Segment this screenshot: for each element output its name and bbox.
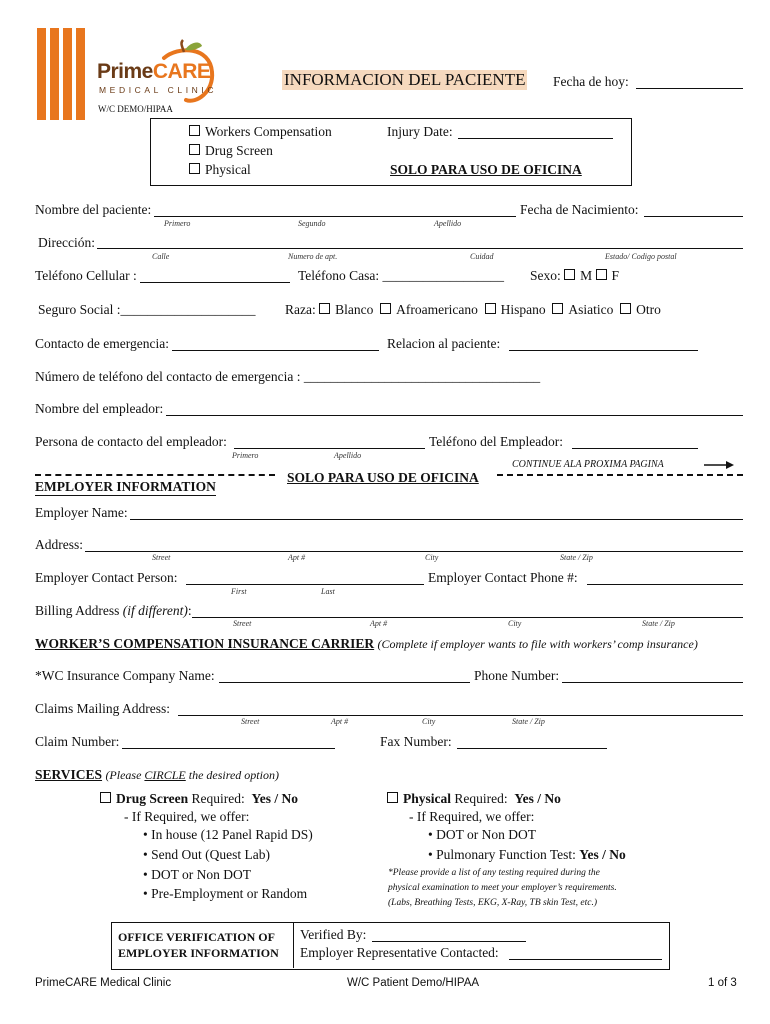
hint-first: Primero xyxy=(164,219,191,228)
emergency-label: Contacto de emergencia: xyxy=(35,336,169,351)
date-field[interactable] xyxy=(636,88,743,89)
hint-city: Cuidad xyxy=(470,252,494,261)
checkbox[interactable] xyxy=(380,303,391,314)
ssn-field: Seguro Social :____________________ xyxy=(38,302,256,317)
checkbox[interactable] xyxy=(319,303,330,314)
rep-field[interactable] xyxy=(509,959,662,960)
hint-state-zip: State / Zip xyxy=(642,619,675,628)
hint-state-zip: State / Zip xyxy=(560,553,593,562)
option-workers-comp[interactable]: Workers Compensation xyxy=(189,124,332,140)
patient-name-field[interactable] xyxy=(154,216,516,217)
drug-item: • DOT or Non DOT xyxy=(143,867,251,882)
hint-city: City xyxy=(508,619,522,628)
checkbox[interactable] xyxy=(387,792,398,803)
wc-phone-field[interactable] xyxy=(562,682,743,683)
drug-screen-option[interactable]: Drug Screen Required: Yes / No xyxy=(100,791,298,807)
physical-offer: - If Required, we offer: xyxy=(409,809,535,824)
option-drug-screen[interactable]: Drug Screen xyxy=(189,143,273,159)
hint-state-zip: Estado/ Codigo postal xyxy=(605,252,677,261)
continue-note: CONTINUE ALA PROXIMA PAGINA xyxy=(512,459,664,470)
hint-city: City xyxy=(425,553,439,562)
emp-name-field[interactable] xyxy=(130,519,743,520)
billing-label: Billing Address (if different): xyxy=(35,603,192,618)
relation-field[interactable] xyxy=(509,350,698,351)
hint-first: First xyxy=(231,587,247,596)
fax-field[interactable] xyxy=(457,748,607,749)
page-title: INFORMACION DEL PACIENTE xyxy=(284,70,526,89)
injury-date-field[interactable] xyxy=(458,138,613,139)
physical-item: • DOT or Non DOT xyxy=(428,827,536,842)
mailing-field[interactable] xyxy=(178,715,743,716)
hint-apt: Apt # xyxy=(370,619,388,628)
wc-company-label: *WC Insurance Company Name: xyxy=(35,668,215,683)
dob-label: Fecha de Nacimiento: xyxy=(520,202,639,217)
logo-subtitle: MEDICAL CLINIC xyxy=(99,85,218,95)
employer-name-field[interactable] xyxy=(166,415,743,416)
hint-street: Street xyxy=(233,619,252,628)
hint-last: Last xyxy=(321,587,335,596)
emp-address-field[interactable] xyxy=(85,551,743,552)
hint-state-zip: State / Zip xyxy=(512,717,545,726)
checkbox[interactable] xyxy=(485,303,496,314)
divider xyxy=(497,474,743,476)
emergency-phone: Número de teléfono del contacto de emergencia : ___________________________________ xyxy=(35,369,541,384)
cell-label: Teléfono Cellular : xyxy=(35,268,137,283)
physical-note: *Please provide a list of any testing required during the physical examination to meet your employer’s requirements. (Labs, Breathing Tests, EKG, X-Ray, TB skin Test, etc.) xyxy=(388,868,617,908)
hint-last: Apellido xyxy=(434,219,462,228)
claim-label: Claim Number: xyxy=(35,734,120,749)
hint-street: Calle xyxy=(152,252,170,261)
hint-second: Segundo xyxy=(298,219,326,228)
hint-apt: Apt # xyxy=(288,553,306,562)
drug-offer: - If Required, we offer: xyxy=(124,809,250,824)
hint-street: Street xyxy=(241,717,260,726)
address-field[interactable] xyxy=(97,248,743,249)
billing-field[interactable] xyxy=(192,617,743,618)
sex-field[interactable]: Sexo: M F xyxy=(530,268,620,283)
footer-center: W/C Patient Demo/HIPAA xyxy=(347,977,480,989)
emergency-field[interactable] xyxy=(172,350,379,351)
address-label: Dirección: xyxy=(38,235,95,250)
home-phone: Teléfono Casa: __________________ xyxy=(298,268,505,283)
relation-label: Relacion al paciente: xyxy=(387,336,501,351)
checkbox[interactable] xyxy=(620,303,631,314)
checkbox[interactable] xyxy=(552,303,563,314)
checkbox[interactable] xyxy=(189,144,200,155)
verification-divider xyxy=(293,922,294,968)
divider xyxy=(35,474,275,476)
wc-phone-label: Phone Number: xyxy=(474,668,560,683)
doc-code: W/C DEMO/HIPAA xyxy=(98,104,173,114)
fax-label: Fax Number: xyxy=(380,734,452,749)
physical-item: • Pulmonary Function Test: Yes / No xyxy=(428,847,626,862)
drug-item: • Send Out (Quest Lab) xyxy=(143,847,270,862)
mailing-label: Claims Mailing Address: xyxy=(35,701,170,716)
office-only-label-2: SOLO PARA USO DE OFICINA xyxy=(287,470,479,485)
verification-title: OFFICE VERIFICATION OF EMPLOYER INFORMATION xyxy=(118,930,279,960)
employer-section-title: EMPLOYER INFORMATION xyxy=(35,479,216,494)
verified-by-field[interactable] xyxy=(372,941,526,942)
drug-item: • In house (12 Panel Rapid DS) xyxy=(143,827,313,842)
hint-street: Street xyxy=(152,553,171,562)
claim-field[interactable] xyxy=(122,748,335,749)
employer-contact-field[interactable] xyxy=(234,448,425,449)
hint-apellido: Apellido xyxy=(334,451,362,460)
verified-by-label: Verified By: xyxy=(300,927,367,942)
race-field[interactable]: Raza: Blanco Afroamericano Hispano Asiatico Otro xyxy=(285,302,661,317)
checkbox-female[interactable] xyxy=(596,269,607,280)
emp-name-label: Employer Name: xyxy=(35,505,128,520)
emp-contact-label: Employer Contact Person: xyxy=(35,570,178,585)
checkbox[interactable] xyxy=(189,163,200,174)
employer-phone-field[interactable] xyxy=(572,448,698,449)
employer-phone-label: Teléfono del Empleador: xyxy=(429,434,564,449)
arrow-right-icon xyxy=(704,460,734,470)
checkbox-male[interactable] xyxy=(564,269,575,280)
hint-primero: Primero xyxy=(232,451,259,460)
injury-date-label: Injury Date: xyxy=(387,124,453,139)
logo-care: CARE xyxy=(152,60,211,83)
emp-phone-label: Employer Contact Phone #: xyxy=(428,570,578,585)
option-physical[interactable]: Physical xyxy=(189,162,251,178)
wc-company-field[interactable] xyxy=(219,682,470,683)
checkbox[interactable] xyxy=(189,125,200,136)
carrier-section-title: WORKER’S COMPENSATION INSURANCE CARRIER (Complete if employer wants to file with workers’ comp insurance) xyxy=(35,636,698,651)
employer-name-label: Nombre del empleador: xyxy=(35,401,164,416)
rep-label: Employer Representative Contacted: xyxy=(300,945,499,960)
physical-option[interactable]: Physical Required: Yes / No xyxy=(387,791,561,807)
hint-apt: Apt # xyxy=(331,717,349,726)
date-label: Fecha de hoy: xyxy=(553,74,629,89)
services-section-title: SERVICES (Please CIRCLE the desired option) xyxy=(35,767,279,782)
employer-contact-label: Persona de contacto del empleador: xyxy=(35,434,227,449)
logo-prime: Prime xyxy=(97,60,153,83)
emp-phone-field[interactable] xyxy=(587,584,743,585)
footer-left: PrimeCARE Medical Clinic xyxy=(35,977,172,989)
patient-name-label: Nombre del paciente: xyxy=(35,202,152,217)
dob-field[interactable] xyxy=(644,216,743,217)
emp-address-label: Address: xyxy=(35,537,83,552)
hint-city: City xyxy=(422,717,436,726)
checkbox[interactable] xyxy=(100,792,111,803)
page-number: 1 of 3 xyxy=(708,977,737,989)
hint-apt: Numero de apt. xyxy=(288,252,338,261)
emp-contact-field[interactable] xyxy=(186,584,424,585)
office-only-label: SOLO PARA USO DE OFICINA xyxy=(390,162,582,177)
drug-item: • Pre-Employment or Random xyxy=(143,886,308,901)
cell-field[interactable] xyxy=(140,282,290,283)
